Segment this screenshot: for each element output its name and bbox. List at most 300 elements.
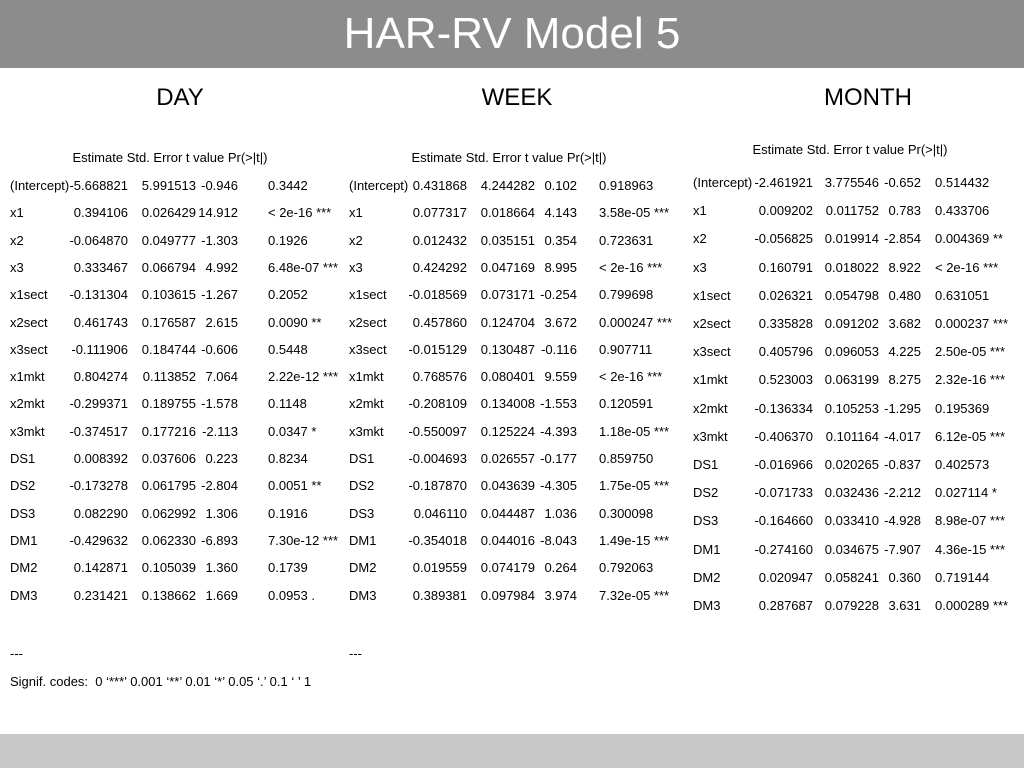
p-value: 0.000289 *** xyxy=(935,598,1009,613)
std-error: 0.035151 xyxy=(480,232,535,248)
p-value: 7.32e-05 *** xyxy=(599,587,670,603)
p-value: 0.0090 ** xyxy=(268,314,322,330)
p-value: 4.36e-15 *** xyxy=(935,541,1006,557)
t-value: -6.893 xyxy=(201,532,238,548)
estimate: 0.287687 xyxy=(758,598,813,613)
p-value: 0.027114 * xyxy=(935,485,997,501)
coefficient-name: DS2 xyxy=(349,478,375,494)
p-value: 0.5448 xyxy=(268,341,308,357)
table-row xyxy=(10,395,340,413)
p-value: 0.907711 xyxy=(599,341,653,357)
std-error: 0.130487 xyxy=(480,341,535,357)
coefficient-name: x3 xyxy=(10,259,24,275)
estimate: -0.016966 xyxy=(754,457,813,472)
estimate: 0.335828 xyxy=(758,316,813,331)
coefficient-name: DS2 xyxy=(10,478,36,494)
table-row xyxy=(693,597,1023,615)
std-error: 0.097984 xyxy=(480,587,535,603)
p-value: < 2e-16 *** xyxy=(935,259,999,275)
coefficient-name: x2sect xyxy=(693,316,731,331)
t-value: -2.854 xyxy=(884,231,921,247)
std-error: 0.176587 xyxy=(141,314,196,330)
std-error: 0.018022 xyxy=(824,259,879,275)
t-value: 0.223 xyxy=(205,451,238,466)
p-value: 3.58e-05 *** xyxy=(599,205,670,221)
table-row xyxy=(349,259,679,277)
coefficient-name: x3sect xyxy=(693,344,731,360)
std-error: 0.020265 xyxy=(824,457,879,472)
std-error: 0.026557 xyxy=(480,451,535,466)
coefficient-name: (Intercept) xyxy=(10,178,70,193)
table-row xyxy=(10,177,340,195)
p-value: 7.30e-12 *** xyxy=(268,532,339,548)
table-row xyxy=(693,569,1023,587)
table-row xyxy=(10,423,340,441)
coefficient-name: x3 xyxy=(349,259,363,275)
estimate: -0.018569 xyxy=(408,287,467,303)
estimate: 0.046110 xyxy=(413,505,467,521)
coefficient-name: x2sect xyxy=(349,314,387,330)
p-value: 0.8234 xyxy=(268,451,308,466)
table-header: Estimate Std. Error t value Pr(>|t|) xyxy=(411,150,607,165)
coefficient-name: DS2 xyxy=(693,485,719,501)
coefficient-name: DM1 xyxy=(349,532,377,548)
table-row xyxy=(349,368,679,386)
coefficient-name: x2mkt xyxy=(693,400,728,416)
coefficient-name: DM3 xyxy=(693,598,721,613)
t-value: 3.631 xyxy=(888,598,921,613)
t-value: 3.672 xyxy=(544,314,577,330)
t-value: 0.783 xyxy=(888,203,921,219)
p-value: 2.22e-12 *** xyxy=(268,369,339,385)
p-value: 0.723631 xyxy=(599,232,654,248)
p-value: < 2e-16 *** xyxy=(268,205,332,221)
table-header: Estimate Std. Error t value Pr(>|t|) xyxy=(72,150,268,165)
table-row xyxy=(10,505,340,523)
separator-line: --- xyxy=(10,646,23,661)
t-value: -4.393 xyxy=(540,423,577,439)
std-error: 0.049777 xyxy=(141,232,196,248)
p-value: 1.75e-05 *** xyxy=(599,478,670,494)
p-value: 0.195369 xyxy=(935,400,990,416)
coefficient-name: x3sect xyxy=(349,341,387,357)
coefficient-name: x2sect xyxy=(10,314,48,330)
estimate: -0.111906 xyxy=(71,341,128,357)
t-value: -7.907 xyxy=(884,541,921,557)
std-error: 0.034675 xyxy=(824,541,879,557)
regression-table-month xyxy=(693,142,1023,622)
std-error: 0.125224 xyxy=(480,423,535,439)
t-value: -0.177 xyxy=(540,451,577,466)
std-error: 0.047169 xyxy=(480,259,535,275)
coefficient-name: x2mkt xyxy=(349,396,384,412)
t-value: 14.912 xyxy=(198,205,238,221)
table-header: Estimate Std. Error t value Pr(>|t|) xyxy=(752,142,948,157)
estimate: 0.405796 xyxy=(758,344,813,360)
std-error: 3.775546 xyxy=(824,175,879,190)
estimate: 0.461743 xyxy=(73,314,128,330)
t-value: 3.974 xyxy=(544,587,577,603)
p-value: 0.918963 xyxy=(599,178,654,193)
estimate: -0.429632 xyxy=(69,532,128,548)
estimate: -0.187870 xyxy=(408,478,467,494)
t-value: 1.360 xyxy=(205,560,238,576)
p-value: 0.000237 *** xyxy=(935,316,1009,331)
coefficient-name: DM3 xyxy=(10,587,38,603)
table-row xyxy=(10,204,340,222)
estimate: -0.406370 xyxy=(754,428,813,444)
coefficient-name: DS3 xyxy=(10,505,36,521)
coefficient-name: x1sect xyxy=(349,287,387,303)
std-error: 0.074179 xyxy=(480,560,535,576)
p-value: 2.32e-16 *** xyxy=(935,372,1006,388)
std-error: 0.044487 xyxy=(480,505,535,521)
estimate: -0.056825 xyxy=(754,231,813,247)
std-error: 0.080401 xyxy=(480,369,535,385)
estimate: -0.071733 xyxy=(754,485,813,501)
p-value: 0.631051 xyxy=(935,287,990,303)
t-value: 0.102 xyxy=(544,178,577,193)
estimate: 0.333467 xyxy=(73,259,128,275)
std-error: 0.044016 xyxy=(480,532,535,548)
std-error: 0.103615 xyxy=(141,287,196,303)
coefficient-name: (Intercept) xyxy=(693,175,753,190)
std-error: 0.026429 xyxy=(141,205,196,221)
coefficient-name: DM2 xyxy=(349,560,377,576)
table-row xyxy=(10,368,340,386)
estimate: -0.136334 xyxy=(754,400,813,416)
t-value: -0.116 xyxy=(541,341,577,357)
table-row xyxy=(10,341,340,359)
coefficient-name: DM3 xyxy=(349,587,377,603)
p-value: 0.0051 ** xyxy=(268,478,322,494)
table-row xyxy=(349,314,679,332)
estimate: 0.009202 xyxy=(758,203,813,219)
p-value: 0.3442 xyxy=(268,178,308,193)
t-value: -0.254 xyxy=(540,287,577,303)
table-row xyxy=(349,423,679,441)
coefficient-name: DM1 xyxy=(10,532,38,548)
table-row xyxy=(693,287,1023,305)
table-row xyxy=(349,450,679,468)
coefficient-name: x3mkt xyxy=(349,423,384,439)
p-value: 0.1926 xyxy=(268,232,308,248)
p-value: 0.0347 * xyxy=(268,423,317,439)
t-value: -4.017 xyxy=(884,428,921,444)
table-row xyxy=(349,395,679,413)
table-row xyxy=(10,314,340,332)
estimate: 0.431868 xyxy=(412,178,467,193)
std-error: 0.105253 xyxy=(824,400,879,416)
t-value: 1.306 xyxy=(205,505,238,521)
coefficient-name: x3 xyxy=(693,259,707,275)
table-row xyxy=(10,259,340,277)
p-value: 0.859750 xyxy=(599,451,654,466)
std-error: 0.105039 xyxy=(141,560,196,576)
std-error: 0.061795 xyxy=(141,478,196,494)
t-value: -0.606 xyxy=(201,341,238,357)
estimate: 0.026321 xyxy=(758,287,813,303)
estimate: 0.020947 xyxy=(758,569,813,585)
coefficient-name: x2 xyxy=(10,232,24,248)
table-row xyxy=(693,230,1023,248)
estimate: -0.374517 xyxy=(69,423,128,439)
std-error: 0.134008 xyxy=(480,396,535,412)
estimate: -0.015129 xyxy=(408,341,467,357)
t-value: 8.922 xyxy=(888,259,921,275)
std-error: 0.033410 xyxy=(824,513,879,529)
estimate: -0.274160 xyxy=(754,541,813,557)
estimate: 0.231421 xyxy=(73,587,128,603)
std-error: 0.101164 xyxy=(825,428,879,444)
coefficient-name: (Intercept) xyxy=(349,178,409,193)
table-row xyxy=(349,341,679,359)
estimate: -0.299371 xyxy=(69,396,128,412)
coefficient-name: x1 xyxy=(693,203,707,219)
t-value: -2.212 xyxy=(884,485,921,501)
table-row xyxy=(693,371,1023,389)
table-row xyxy=(349,204,679,222)
coefficient-name: DM2 xyxy=(693,569,721,585)
coefficient-name: DM2 xyxy=(10,560,38,576)
t-value: -0.837 xyxy=(884,457,921,472)
t-value: -4.305 xyxy=(540,478,577,494)
t-value: -2.804 xyxy=(201,478,238,494)
p-value: 0.719144 xyxy=(935,569,990,585)
t-value: -1.303 xyxy=(201,232,238,248)
p-value: 0.2052 xyxy=(268,287,308,303)
estimate: -0.064870 xyxy=(69,232,128,248)
p-value: 6.12e-05 *** xyxy=(935,428,1006,444)
estimate: 0.389381 xyxy=(412,587,467,603)
table-row xyxy=(693,400,1023,418)
estimate: -0.208109 xyxy=(408,396,467,412)
std-error: 0.066794 xyxy=(141,259,196,275)
t-value: 4.992 xyxy=(205,259,238,275)
separator-line: --- xyxy=(349,646,362,661)
t-value: 7.064 xyxy=(205,369,238,385)
std-error: 0.124704 xyxy=(480,314,535,330)
estimate: -0.131304 xyxy=(69,287,128,303)
std-error: 0.054798 xyxy=(824,287,879,303)
table-row xyxy=(10,450,340,468)
estimate: 0.012432 xyxy=(412,232,467,248)
estimate: -0.354018 xyxy=(408,532,467,548)
p-value: 0.120591 xyxy=(599,396,654,412)
table-row xyxy=(349,587,679,605)
std-error: 0.062992 xyxy=(141,505,196,521)
t-value: 8.995 xyxy=(544,259,577,275)
coefficient-name: x1sect xyxy=(693,287,731,303)
std-error: 0.018664 xyxy=(480,205,535,221)
std-error: 0.058241 xyxy=(824,569,879,585)
estimate: 0.394106 xyxy=(73,205,128,221)
p-value: 0.0953 . xyxy=(268,587,315,603)
coefficient-name: DM1 xyxy=(693,541,721,557)
estimate: 0.768576 xyxy=(412,369,467,385)
table-row xyxy=(10,587,340,605)
title-bar xyxy=(0,0,1024,68)
t-value: 0.360 xyxy=(888,569,921,585)
std-error: 0.189755 xyxy=(141,396,196,412)
t-value: 0.354 xyxy=(544,232,577,248)
p-value: 0.799698 xyxy=(599,287,654,303)
t-value: 1.036 xyxy=(544,505,577,521)
table-row xyxy=(693,174,1023,192)
coefficient-name: x1mkt xyxy=(349,369,384,385)
coefficient-name: x2 xyxy=(349,232,363,248)
t-value: -0.652 xyxy=(884,175,921,190)
table-row xyxy=(10,477,340,495)
table-row xyxy=(349,477,679,495)
estimate: -2.461921 xyxy=(754,175,813,190)
std-error: 0.113852 xyxy=(142,369,196,385)
t-value: -4.928 xyxy=(884,513,921,529)
t-value: -0.946 xyxy=(201,178,238,193)
table-row xyxy=(10,286,340,304)
column-heading-week: WEEK xyxy=(481,84,553,111)
p-value: 0.792063 xyxy=(599,560,654,576)
p-value: 1.18e-05 *** xyxy=(599,423,670,439)
p-value: 0.1148 xyxy=(268,396,307,412)
t-value: -1.553 xyxy=(540,396,577,412)
table-row xyxy=(693,428,1023,446)
t-value: 3.682 xyxy=(888,316,921,331)
coefficient-name: x1sect xyxy=(10,287,48,303)
t-value: -2.113 xyxy=(202,423,238,439)
std-error: 0.019914 xyxy=(824,231,879,247)
t-value: -1.267 xyxy=(201,287,238,303)
t-value: 2.615 xyxy=(205,314,238,330)
std-error: 0.184744 xyxy=(141,341,196,357)
table-row xyxy=(693,541,1023,559)
estimate: 0.082290 xyxy=(73,505,128,521)
p-value: 0.004369 ** xyxy=(935,231,1003,247)
table-row xyxy=(693,202,1023,220)
p-value: < 2e-16 *** xyxy=(599,259,663,275)
coefficient-name: DS3 xyxy=(349,505,375,521)
coefficient-name: x3mkt xyxy=(693,428,728,444)
estimate: -0.004693 xyxy=(408,451,467,466)
column-heading-month: MONTH xyxy=(824,84,912,111)
significance-codes: Signif. codes: 0 ‘***’ 0.001 ‘**’ 0.01 ‘*’ 0.05 ‘.’ 0.1 ‘ ’ 1 xyxy=(10,674,312,689)
estimate: 0.160791 xyxy=(758,259,813,275)
estimate: 0.142871 xyxy=(73,560,128,576)
table-row xyxy=(10,232,340,250)
estimate: 0.424292 xyxy=(412,259,467,275)
p-value: 0.433706 xyxy=(935,203,990,219)
t-value: -1.295 xyxy=(884,400,921,416)
estimate: 0.008392 xyxy=(73,451,128,466)
table-row xyxy=(349,532,679,550)
t-value: 0.264 xyxy=(544,560,577,576)
coefficient-name: x3mkt xyxy=(10,423,45,439)
table-row xyxy=(693,484,1023,502)
table-row xyxy=(693,512,1023,530)
coefficient-name: DS1 xyxy=(693,457,719,472)
estimate: 0.523003 xyxy=(758,372,813,388)
estimate: -5.668821 xyxy=(69,178,128,193)
coefficient-name: DS1 xyxy=(10,451,36,466)
std-error: 0.063199 xyxy=(824,372,879,388)
table-row xyxy=(693,456,1023,474)
table-row xyxy=(349,505,679,523)
p-value: 8.98e-07 *** xyxy=(935,513,1006,529)
table-row xyxy=(693,343,1023,361)
table-row xyxy=(693,259,1023,277)
std-error: 5.991513 xyxy=(141,178,196,193)
table-row xyxy=(693,315,1023,333)
coefficient-name: x1mkt xyxy=(693,372,728,388)
std-error: 0.043639 xyxy=(480,478,535,494)
t-value: 0.480 xyxy=(888,287,921,303)
regression-table-week xyxy=(349,150,684,710)
std-error: 0.062330 xyxy=(141,532,196,548)
std-error: 4.244282 xyxy=(480,178,535,193)
estimate: -0.550097 xyxy=(408,423,467,439)
p-value: 0.000247 *** xyxy=(599,314,673,330)
table-row xyxy=(10,559,340,577)
estimate: 0.019559 xyxy=(412,560,467,576)
estimate: 0.804274 xyxy=(73,369,128,385)
p-value: 6.48e-07 *** xyxy=(268,259,339,275)
estimate: 0.077317 xyxy=(412,205,467,221)
table-row xyxy=(10,532,340,550)
coefficient-name: x1 xyxy=(349,205,363,221)
coefficient-name: x2mkt xyxy=(10,396,45,412)
p-value: 0.514432 xyxy=(935,175,990,190)
p-value: 0.402573 xyxy=(935,457,990,472)
table-row xyxy=(349,177,679,195)
t-value: 9.559 xyxy=(544,369,577,385)
std-error: 0.177216 xyxy=(141,423,196,439)
regression-table-day xyxy=(10,150,345,710)
p-value: 0.1739 xyxy=(268,560,308,576)
p-value: 1.49e-15 *** xyxy=(599,532,670,548)
t-value: -1.578 xyxy=(201,396,238,412)
t-value: 4.143 xyxy=(544,205,577,221)
std-error: 0.032436 xyxy=(824,485,879,501)
coefficient-name: x1mkt xyxy=(10,369,45,385)
t-value: 1.669 xyxy=(205,587,238,603)
std-error: 0.037606 xyxy=(141,451,196,466)
table-row xyxy=(349,286,679,304)
table-row xyxy=(349,232,679,250)
footer-bar xyxy=(0,734,1024,768)
std-error: 0.091202 xyxy=(824,316,879,331)
coefficient-name: DS3 xyxy=(693,513,719,529)
std-error: 0.073171 xyxy=(480,287,535,303)
t-value: -8.043 xyxy=(540,532,577,548)
coefficient-name: x2 xyxy=(693,231,707,247)
std-error: 0.079228 xyxy=(824,598,879,613)
p-value: 0.300098 xyxy=(599,505,654,521)
std-error: 0.138662 xyxy=(141,587,196,603)
estimate: 0.457860 xyxy=(412,314,467,330)
std-error: 0.011752 xyxy=(825,203,879,219)
p-value: 2.50e-05 *** xyxy=(935,344,1006,360)
coefficient-name: DS1 xyxy=(349,451,375,466)
coefficient-name: x1 xyxy=(10,205,24,221)
t-value: 8.275 xyxy=(888,372,921,388)
column-heading-day: DAY xyxy=(156,84,204,111)
estimate: -0.173278 xyxy=(69,478,128,494)
std-error: 0.096053 xyxy=(824,344,879,360)
p-value: < 2e-16 *** xyxy=(599,369,663,385)
page-title: HAR-RV Model 5 xyxy=(343,9,681,58)
coefficient-name: x3sect xyxy=(10,341,48,357)
p-value: 0.1916 xyxy=(268,505,308,521)
